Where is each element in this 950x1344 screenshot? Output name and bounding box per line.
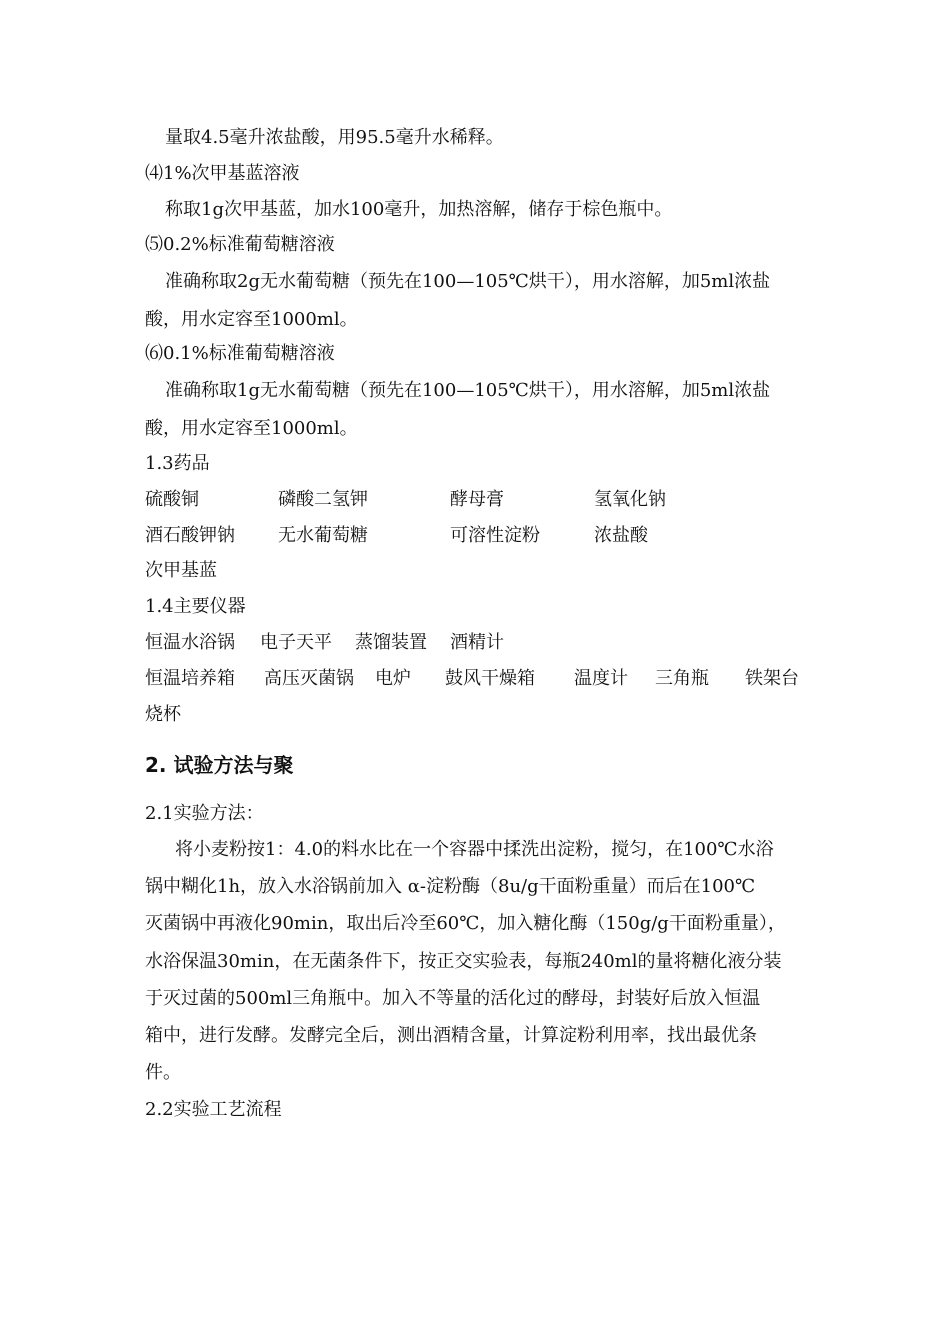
item4-title: ⑷1%次甲基蓝溶液 <box>145 163 300 184</box>
instruments-title: 1.4主要仪器 <box>145 596 246 617</box>
method-paragraph-line: 灭菌锅中再液化90min，取出后冷至60℃，加入糖化酶（150g/g干面粉重量）， <box>145 913 786 934</box>
item5-text-line2: 酸，用水定容至1000ml。 <box>145 309 358 330</box>
drug-item: 浓盐酸 <box>594 525 648 546</box>
drug-item: 酵母膏 <box>450 489 504 510</box>
method-paragraph-line: 件。 <box>145 1062 181 1083</box>
instrument-item: 电子天平 <box>260 632 332 653</box>
drugs-title: 1.3药品 <box>145 453 210 474</box>
instrument-item: 恒温培养箱 <box>145 668 235 689</box>
instrument-item: 三角瓶 <box>655 668 709 689</box>
method-title: 2.1实验方法： <box>145 803 264 824</box>
method-paragraph-line: 于灭过菌的500ml三角瓶中。加入不等量的活化过的酵母，封装好后放入恒温 <box>145 988 761 1009</box>
item6-title: ⑹0.1%标准葡萄糖溶液 <box>145 343 335 364</box>
item4-text: 称取1g次甲基蓝，加水100毫升，加热溶解，储存于棕色瓶中。 <box>165 199 673 220</box>
instrument-item: 恒温水浴锅 <box>145 632 235 653</box>
item5-title: ⑸0.2%标准葡萄糖溶液 <box>145 234 335 255</box>
instrument-item: 铁架台 <box>745 668 799 689</box>
drug-item: 硫酸铜 <box>145 489 199 510</box>
method-paragraph-line: 将小麦粉按1：4.0的料水比在一个容器中揉洗出淀粉，搅匀，在100℃水浴 <box>175 839 774 860</box>
process-title: 2.2实验工艺流程 <box>145 1099 282 1120</box>
instrument-item: 温度计 <box>574 668 628 689</box>
instrument-item: 酒精计 <box>450 632 504 653</box>
item6-text-line2: 酸，用水定容至1000ml。 <box>145 418 358 439</box>
method-paragraph-line: 箱中，进行发酵。发酵完全后，测出酒精含量，计算淀粉利用率，找出最优条 <box>145 1025 757 1046</box>
section2-heading: 2. 试验方法与聚 <box>145 753 294 777</box>
method-paragraph-line: 水浴保温30min，在无菌条件下，按正交实验表，每瓶240ml的量将糖化液分装 <box>145 951 782 972</box>
drug-item: 磷酸二氢钾 <box>278 489 368 510</box>
instrument-item: 电炉 <box>375 668 411 689</box>
instrument-item: 鼓风干燥箱 <box>445 668 535 689</box>
item5-text-line1: 准确称取2g无水葡萄糖（预先在100—105℃烘干），用水溶解，加5ml浓盐 <box>165 271 771 292</box>
instrument-item: 烧杯 <box>145 704 181 725</box>
hcl-dilution-text: 量取4.5毫升浓盐酸，用95.5毫升水稀释。 <box>165 127 504 148</box>
drug-item: 无水葡萄糖 <box>278 525 368 546</box>
instrument-item: 蒸馏装置 <box>355 632 427 653</box>
method-paragraph-line: 锅中糊化1h，放入水浴锅前加入 α-淀粉酶（8u/g干面粉重量）而后在100℃ <box>145 876 756 897</box>
drug-item: 酒石酸钾钠 <box>145 525 235 546</box>
drug-item: 氢氧化钠 <box>594 489 666 510</box>
drug-item: 可溶性淀粉 <box>450 525 540 546</box>
instrument-item: 高压灭菌锅 <box>264 668 354 689</box>
item6-text-line1: 准确称取1g无水葡萄糖（预先在100—105℃烘干），用水溶解，加5ml浓盐 <box>165 380 771 401</box>
drug-item: 次甲基蓝 <box>145 560 217 581</box>
